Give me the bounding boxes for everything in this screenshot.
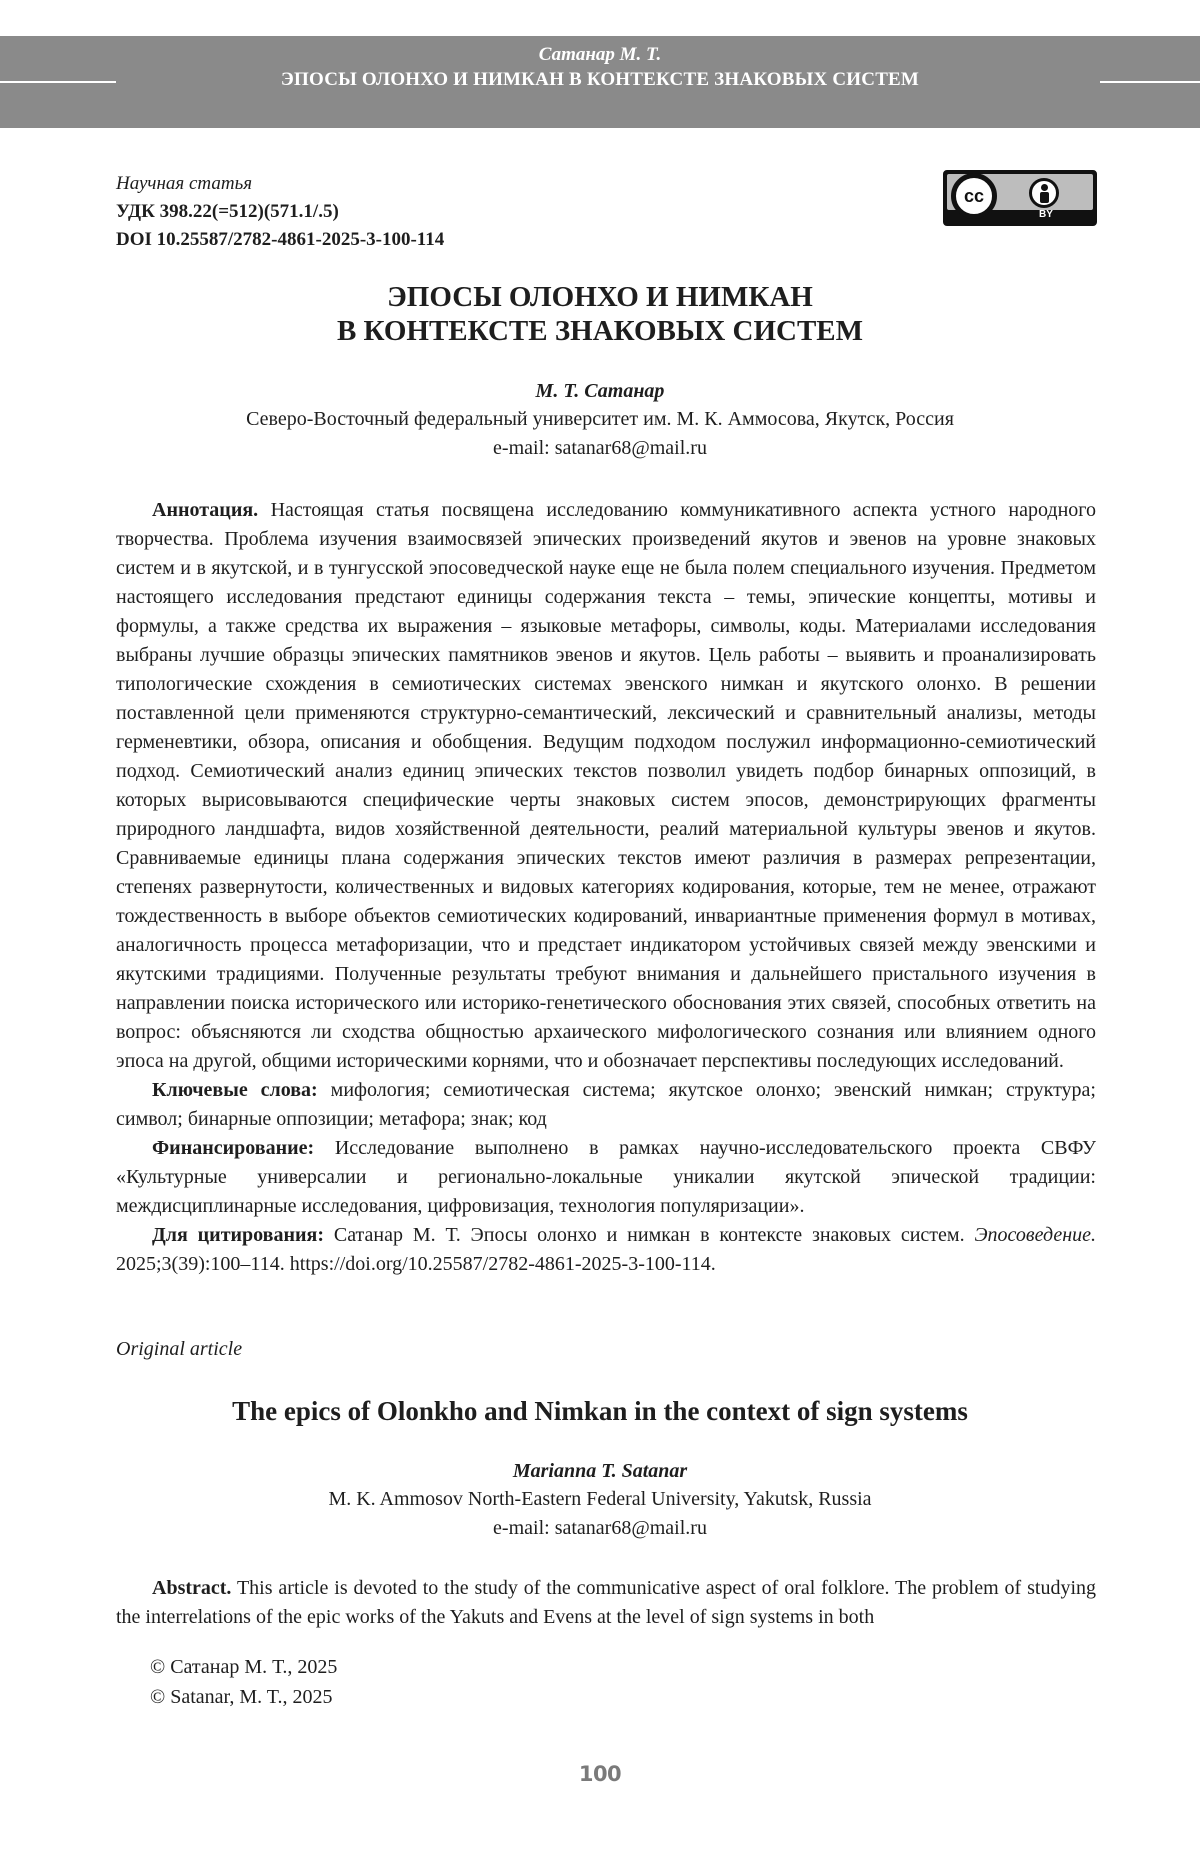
funding-text-ru: Исследование выполнено в рамках научно-исследовательского проекта СВФУ «Культурные универсалии и регионально-локальные уникалии якутской эпической традиции: междисциплинарные исследования, цифровизация, технология популяризации».: [116, 1137, 1097, 1217]
keywords-label-ru: Ключевые слова:: [152, 1079, 318, 1101]
cc-icon: cc: [951, 173, 997, 219]
citation-label-ru: Для цитирования:: [152, 1224, 324, 1246]
author-en: Marianna T. Satanar: [512, 1460, 688, 1482]
citation-journal-ru: Эпосоведение.: [974, 1224, 1097, 1246]
header-title: ЭПОСЫ ОЛОНХО И НИМКАН В КОНТЕКСТЕ ЗНАКОВЫХ СИСТЕМ: [280, 69, 920, 90]
abstract-label-ru: Аннотация.: [152, 499, 259, 521]
copyright-block: [150, 1652, 337, 1712]
title-ru-line1: ЭПОСЫ ОЛОНХО И НИМКАН: [387, 281, 813, 313]
article-title-ru: [0, 280, 1200, 348]
citation-pre-ru: Сатанар М. Т. Эпосы олонхо и нимкан в контексте знаковых систем.: [333, 1224, 965, 1246]
header-author: Сатанар М. Т.: [538, 44, 662, 65]
cc-by-license-badge[interactable]: [943, 170, 1097, 226]
abstract-label-en: Abstract.: [152, 1577, 232, 1599]
article-type-en: Original article: [116, 1338, 243, 1360]
attribution-person-icon: [1029, 178, 1059, 208]
abstract-text-en: This article is devoted to the study of the communicative aspect of oral folklore. The problem of studying the interrelations of the epic works of the Yakuts and Evens at the level of sign systems in both: [116, 1577, 1096, 1628]
article-type: Научная статья: [116, 173, 253, 194]
title-ru-line2: В КОНТЕКСТЕ ЗНАКОВЫХ СИСТЕМ: [336, 315, 864, 347]
page-number: 100: [578, 1762, 622, 1786]
keywords-ru: [116, 1076, 1096, 1134]
copyright-ru: © Сатанар М. Т., 2025: [150, 1656, 338, 1678]
article-title-en: The epics of Olonkho and Nimkan in the context of sign systems: [232, 1396, 968, 1426]
email-ru[interactable]: e-mail: satanar68@mail.ru: [493, 437, 707, 459]
email-en[interactable]: e-mail: satanar68@mail.ru: [493, 1517, 707, 1539]
funding-label-ru: Финансирование:: [152, 1137, 315, 1159]
abstract-block-ru: [116, 496, 1096, 1279]
author-ru: М. Т. Сатанар: [535, 380, 665, 402]
citation-ru: [116, 1221, 1096, 1279]
person-body: [1040, 192, 1049, 203]
copyright-en: © Satanar, M. T., 2025: [150, 1686, 333, 1708]
funding-ru: [116, 1134, 1096, 1221]
abstract-block-en: [116, 1574, 1096, 1632]
doi[interactable]: DOI 10.25587/2782-4861-2025-3-100-114: [116, 229, 445, 250]
person-head: [1041, 184, 1048, 191]
running-header: [0, 36, 1200, 128]
citation-post-ru[interactable]: 2025;3(39):100–114. https://doi.org/10.25587/2782-4861-2025-3-100-114.: [116, 1253, 716, 1275]
abstract-ru: [116, 496, 1096, 1076]
affiliation-en: M. K. Ammosov North-Eastern Federal University, Yakutsk, Russia: [328, 1488, 872, 1510]
abstract-text-ru: Настоящая статья посвящена исследованию коммуникативного аспекта устного народного творчества. Проблема изучения взаимосвязей эпических произведений якутов и эвенов на уровне знаковых систем и в якутской, и в тунгусской эпосоведческой науке еще не была полем специального изучения. Предметом настоящего исследования предстают единицы содержания текста – темы, эпические концепты, мотивы и формулы, а также средства их выражения – языковые метафоры, символы, коды. Материалами исследования выбраны лучшие образцы эпических памятников эвенов и якутов. Цель работы – выявить и проанализировать типологические схождения в семиотических системах эвенского нимкан и якутского олонхо. В решении поставленной цели применяются структурно-семантический, лексический и сравнительный анализы, методы герменевтики, обзора, описания и обобщения. Ведущим подходом послужил информационно-семиотический подход. Семиотический анализ единиц эпических текстов позволил увидеть подбор бинарных оппозиций, в которых вырисовываются специфические черты знаковых систем эпосов, демонстрирующих фрагменты природного ландшафта, видов хозяйственной деятельности, реалий материальной культуры эвенов и якутов. Сравниваемые единицы плана содержания эпических текстов имеют различия в размерах репрезентации, степенях развернутости, количественных и видовых категориях кодирования, которые, тем не менее, отражают тождественность в выборе объектов семиотических кодирований, инвариантные применения формул в мотивах, аналогичность процесса метафоризации, что и предстает индикатором устойчивых связей между эвенскими и якутскими традициями. Полученные результаты требуют внимания и дальнейшего пристального изучения в направлении поиска исторического или историко-генетического обоснования этих связей, способных ответить на вопрос: объясняются ли сходства общностью архаического мифологического сознания или влиянием одного эпоса на другой, общими историческими корнями, что и обозначает перспективы последующих исследований.: [116, 499, 1096, 1072]
affiliation-ru: Северо-Восточный федеральный университет им. М. К. Аммосова, Якутск, Россия: [246, 408, 954, 430]
udk-code: УДК 398.22(=512)(571.1/.5): [116, 201, 339, 222]
abstract-en: [116, 1574, 1096, 1632]
keywords-text-ru: мифология; семиотическая система; якутское олонхо; эвенский нимкан; структура; символ; бинарные оппозиции; метафора; знак; код: [116, 1079, 1096, 1130]
by-label: BY: [1039, 209, 1053, 220]
article-meta: [116, 170, 444, 254]
